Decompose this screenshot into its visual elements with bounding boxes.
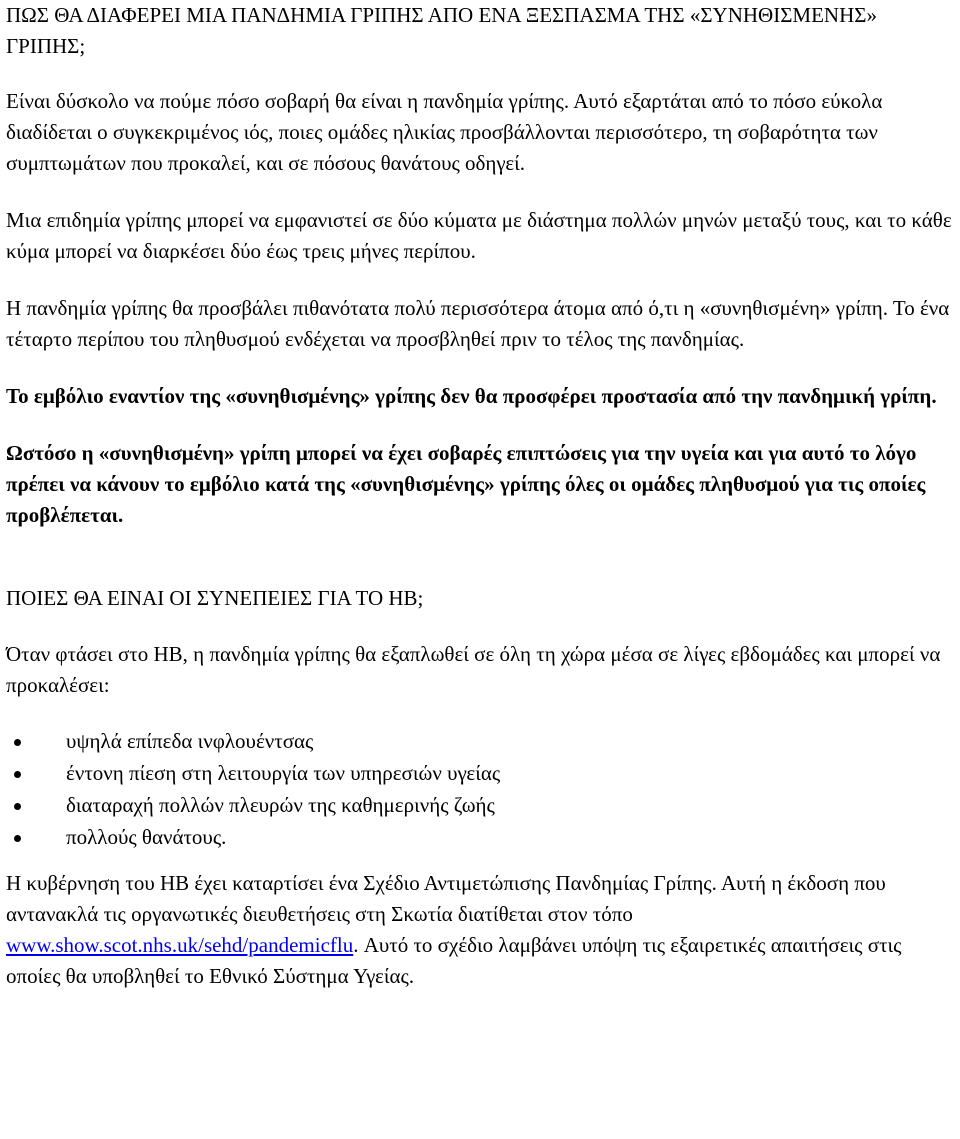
list-item (6, 790, 960, 822)
paragraph-vaccine-advice: Ωστόσο η «συνηθισμένη» γρίπη μπορεί να έχει σοβαρές επιπτώσεις για την υγεία και για αυτό το λόγο πρέπει να κάνουν το εμβόλιο κατά της «συνηθισμένης» γρίπης όλες οι ομάδες πληθυσμού για τις οποίες προβλέπεται. (6, 441, 926, 527)
heading-pandemic-difference: ΠΩΣ ΘΑ ΔΙΑΦΕΡΕΙ ΜΙΑ ΠΑΝΔΗΜΙΑ ΓΡΙΠΗΣ ΑΠΟ ΕΝΑ ΞΕΣΠΑΣΜΑ ΤΗΣ «ΣΥΝΗΘΙΣΜΕΝΗΣ» ΓΡΙΠΗΣ; (6, 3, 877, 58)
paragraph-vaccine-warning: Το εμβόλιο εναντίον της «συνηθισμένης» γρίπης δεν θα προσφέρει προστασία από την πανδημική γρίπη. (6, 384, 937, 408)
paragraph-government-plan (6, 868, 960, 992)
list-item-text: πολλούς θανάτους. (66, 825, 227, 849)
list-item (6, 822, 960, 854)
bullet-icon (14, 739, 21, 746)
list-item-text: έντονη πίεση στη λειτουργία των υπηρεσιών υγείας (66, 761, 501, 785)
pandemic-flu-link[interactable]: www.show.scot.nhs.uk/sehd/pandemicflu (6, 933, 354, 957)
plan-text-after: . Αυτό το σχέδιο λαμβάνει υπόψη τις εξαιρετικές απαιτήσεις στις οποίες θα υποβληθεί το Εθνικό Σύστημα Υγείας. (6, 933, 902, 988)
consequences-list (6, 726, 960, 854)
bullet-icon (14, 771, 21, 778)
list-item (6, 758, 960, 790)
paragraph-severity: Είναι δύσκολο να πούμε πόσο σοβαρή θα είναι η πανδημία γρίπης. Αυτό εξαρτάται από το πόσο εύκολα διαδίδεται ο συγκεκριμένος ιός, ποιες ομάδες ηλικίας προσβάλλονται περισσότερο, τη σοβαρότητα των συμπτωμάτων που προκαλεί, και σε πόσους θανάτους οδηγεί. (6, 89, 883, 175)
bullet-icon (14, 803, 21, 810)
list-item-text: υψηλά επίπεδα ινφλουέντσας (66, 729, 314, 753)
list-item-text: διαταραχή πολλών πλευρών της καθημερινής ζωής (66, 793, 495, 817)
heading-uk-consequences: ΠΟΙΕΣ ΘΑ ΕΙΝΑΙ ΟΙ ΣΥΝΕΠΕΙΕΣ ΓΙΑ ΤΟ ΗΒ; (6, 586, 424, 610)
plan-text-before: Η κυβέρνηση του ΗΒ έχει καταρτίσει ένα Σχέδιο Αντιμετώπισης Πανδημίας Γρίπης. Αυτή η έκδοση που αντανακλά τις οργανωτικές διευθετήσεις στη Σκωτία διατίθεται στον τόπο (6, 871, 886, 926)
paragraph-uk-spread: Όταν φτάσει στο ΗΒ, η πανδημία γρίπης θα εξαπλωθεί σε όλη τη χώρα μέσα σε λίγες εβδομάδες και μπορεί να προκαλέσει: (6, 642, 941, 697)
bullet-icon (14, 835, 21, 842)
paragraph-affected-people: Η πανδημία γρίπης θα προσβάλει πιθανότατα πολύ περισσότερα άτομα από ό,τι η «συνηθισμένη» γρίπη. Το ένα τέταρτο περίπου του πληθυσμού ενδέχεται να προσβληθεί πριν το τέλος της πανδημίας. (6, 296, 950, 351)
list-item (6, 726, 960, 758)
paragraph-waves: Μια επιδημία γρίπης μπορεί να εμφανιστεί σε δύο κύματα με διάστημα πολλών μηνών μεταξύ τους, και το κάθε κύμα μπορεί να διαρκέσει δύο έως τρεις μήνες περίπου. (6, 208, 952, 263)
